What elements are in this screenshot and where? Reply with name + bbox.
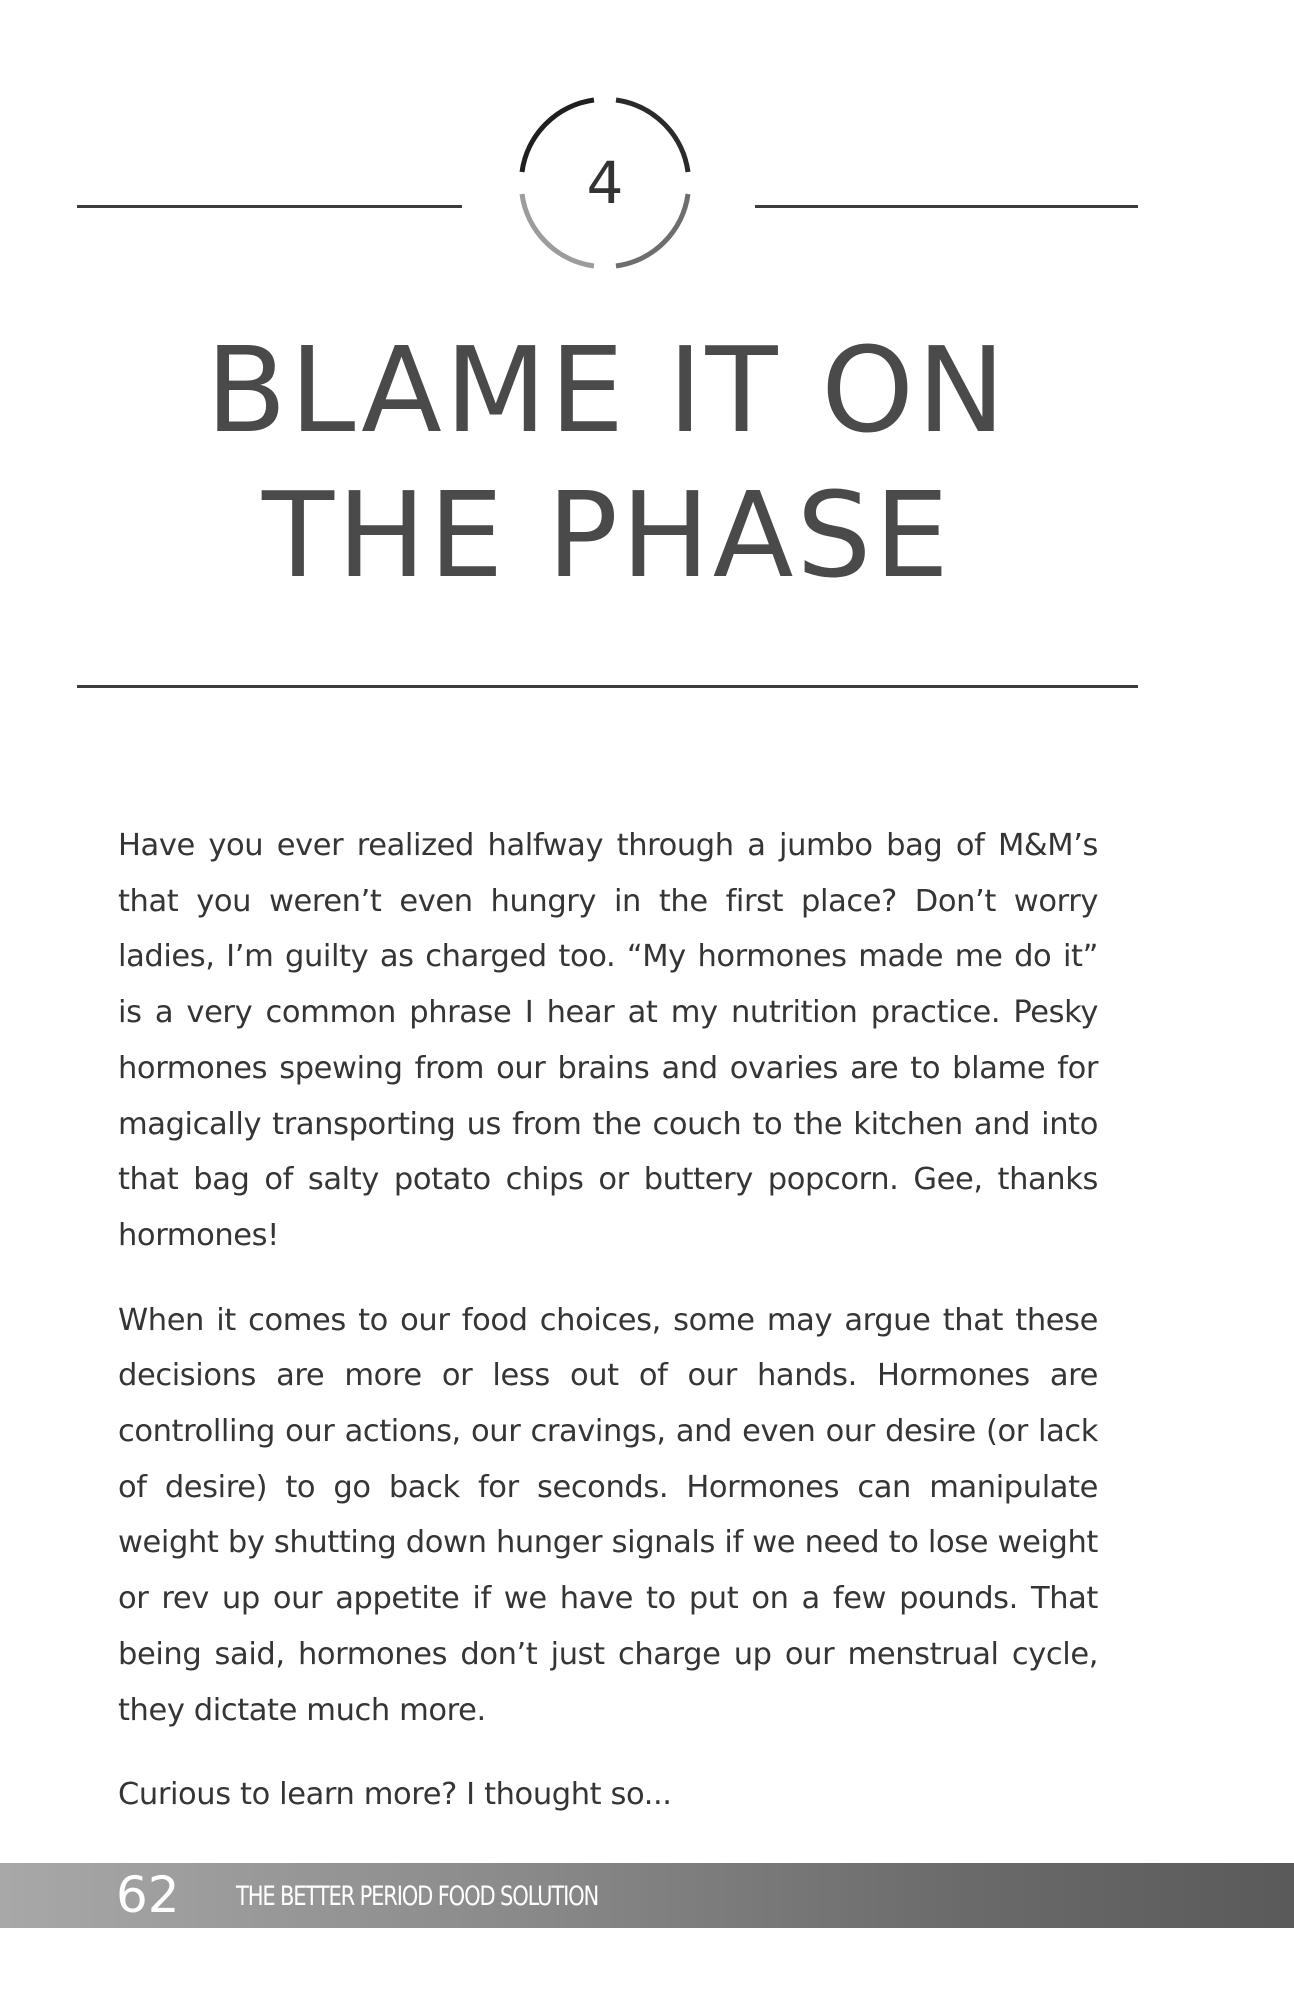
body-paragraph-1: Have you ever realized halfway through a jumbo bag of M&M’s that you weren’t even hungry in the first place? Don’t worry ladies, I’m guilty as charged too. “My hormones made me do it” is a very common phrase I hear at my nutrition practice. Pesky hormones spewing from our brains and ovaries are to blame for magically transporting us from the couch to the kitchen and into that bag of salty potato chips or buttery popcorn. Gee, thanks hormones! (118, 828, 1098, 1253)
chapter-body (118, 818, 1098, 1852)
chapter-number-badge (510, 88, 700, 278)
header-rule-right (755, 205, 1138, 208)
chapter-title (100, 318, 1114, 608)
chapter-number: 4 (586, 149, 624, 217)
body-paragraph-3: Curious to learn more? I thought so... (118, 1777, 672, 1813)
running-book-title: THE BETTER PERIOD FOOD SOLUTION (236, 1881, 599, 1912)
page-number: 62 (116, 1866, 180, 1924)
body-paragraph-2: When it comes to our food choices, some may argue that these decisions are more or less out of our hands. Hormones are controlling our actions, our cravings, and even our desire (or lack of desire) to go back for seconds. Hormones can manipulate weight by shutting down hunger signals if we need to lose weight or rev up our appetite if we have to put on a few pounds. That being said, hormones don’t just charge up our menstrual cycle, they dictate much more. (118, 1302, 1098, 1728)
chapter-title-line-2: THE PHASE (262, 466, 952, 604)
chapter-title-line-1: BLAME IT ON (205, 321, 1009, 459)
title-underline-rule (77, 685, 1138, 688)
header-rule-left (77, 205, 462, 208)
footer-bar (0, 1863, 1294, 1928)
